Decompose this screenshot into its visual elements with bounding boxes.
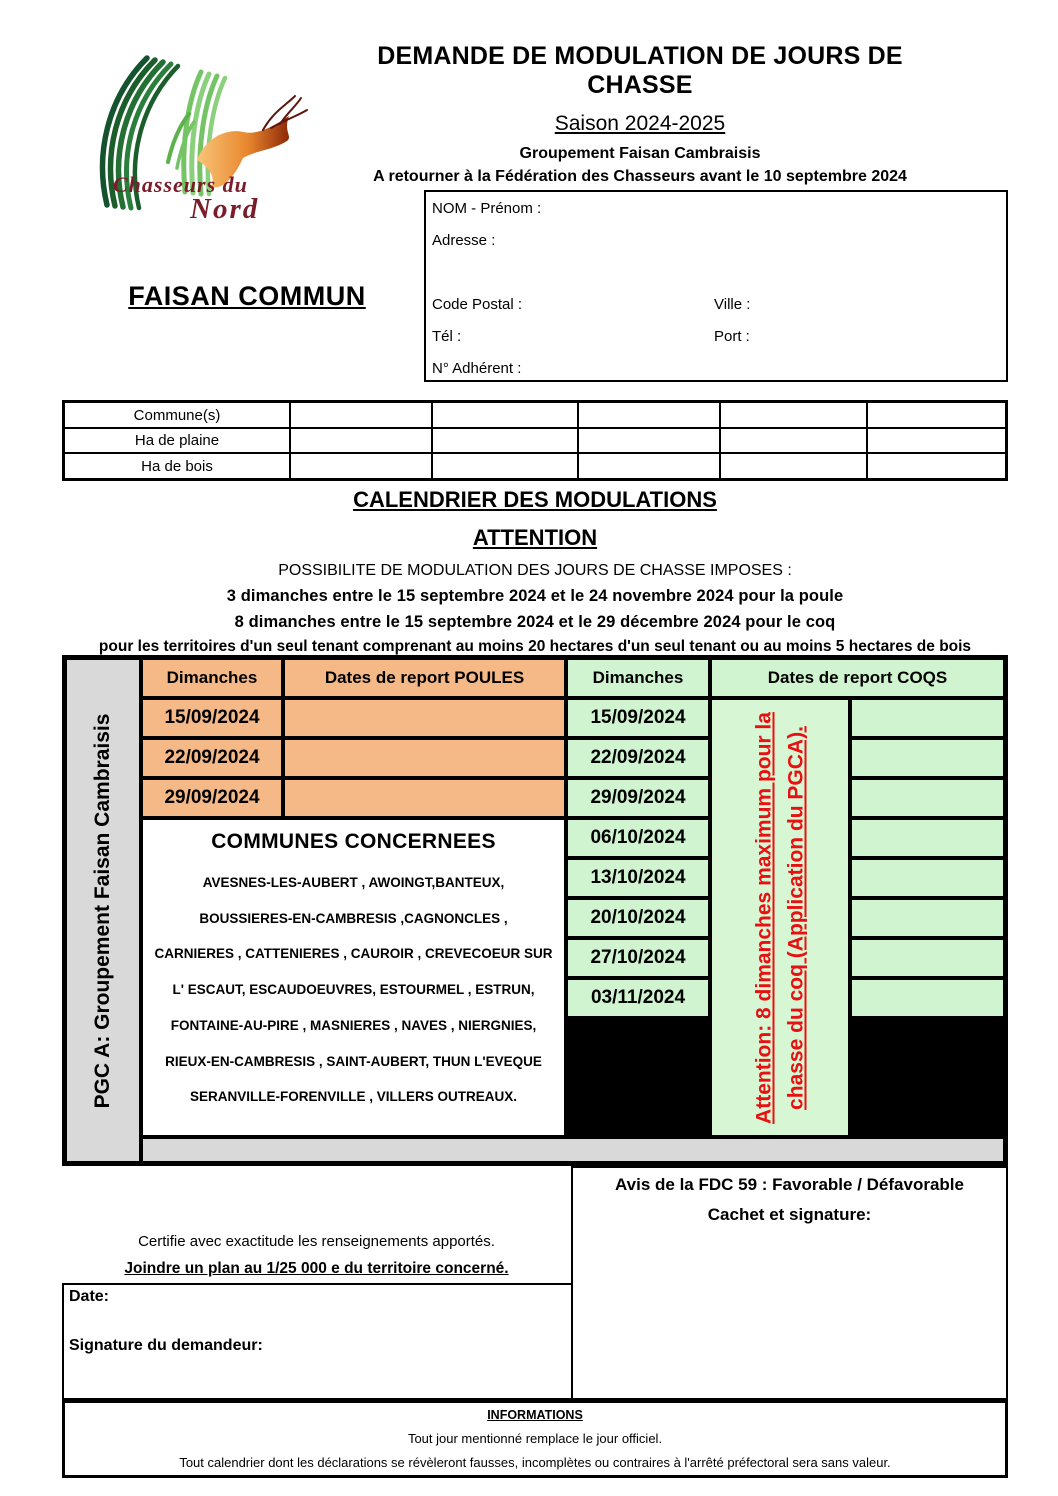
- city-field-label: Ville :: [714, 296, 751, 313]
- area-empty-cell: [432, 402, 578, 428]
- poule-report-empty-cell: [283, 738, 566, 778]
- member-number-field-label: N° Adhérent :: [432, 360, 522, 377]
- group-sidebar: [65, 658, 141, 1163]
- poule-sunday-cell: 15/09/2024: [141, 698, 283, 738]
- poule-sunday-cell: 22/09/2024: [141, 738, 283, 778]
- coq-sunday-cell: 22/09/2024: [566, 738, 710, 778]
- coq-report-empty-cell: [850, 778, 1005, 818]
- logo-text-line2: Nord: [190, 193, 260, 225]
- name-field-label: NOM - Prénom :: [432, 200, 542, 217]
- mobile-field-label: Port :: [714, 328, 750, 345]
- commune-line: BOUSSIERES-EN-CAMBRESIS ,CAGNONCLES ,: [199, 910, 508, 926]
- area-empty-cell: [578, 428, 720, 453]
- commune-line: L' ESCAUT, ESCAUDOEUVRES, ESTOURMEL , ESTRUN,: [172, 982, 535, 997]
- coq-warning-panel: [710, 698, 850, 1137]
- poule-report-empty-cell: [283, 778, 566, 818]
- certification-block: [62, 1233, 571, 1278]
- area-empty-cell: [867, 402, 1006, 428]
- calendar-rule-poule: 3 dimanches entre le 15 septembre 2024 et le 24 novembre 2024 pour la poule: [226, 587, 844, 605]
- coq-sunday-cell: 15/09/2024: [566, 698, 710, 738]
- poule-sunday-cell: 29/09/2024: [141, 778, 283, 818]
- species-title: FAISAN COMMUN: [128, 281, 366, 311]
- informations-line: Tout jour mentionné remplace le jour officiel.: [407, 1431, 663, 1446]
- group-sidebar-label: PGC A: Groupement Faisan Cambraisis: [91, 713, 114, 1108]
- communes-list: [154, 854, 552, 1125]
- poules-report-header: Dates de report POULES: [283, 658, 566, 698]
- coq-sunday-cell: 13/10/2024: [566, 858, 710, 898]
- communes-panel: [141, 818, 566, 1137]
- coq-report-empty-cell: [850, 898, 1005, 938]
- area-empty-cell: [720, 453, 867, 479]
- coq-report-empty-cell: [850, 858, 1005, 898]
- fdc-opinion-line: Avis de la FDC 59 : Favorable / Défavorable: [615, 1175, 964, 1194]
- coq-report-empty-cell: [850, 698, 1005, 738]
- coq-sunday-cell: 29/09/2024: [566, 778, 710, 818]
- informations-box: [62, 1400, 1008, 1478]
- coq-warning-line1: Attention: 8 dimanches maximum pour la: [752, 711, 776, 1124]
- postal-field-label: Code Postal :: [432, 296, 523, 313]
- coq-report-empty-cell: [850, 738, 1005, 778]
- calendar-territory-note: pour les territoires d'un seul tenant comprenant au moins 20 hectares d'un seul tenant ou au moins 5 hectares de bois: [98, 638, 972, 655]
- certification-statement: Certifie avec exactitude les renseignements apportés.: [138, 1233, 495, 1250]
- area-empty-cell: [432, 453, 578, 479]
- fdc-approval-box: [571, 1166, 1008, 1400]
- coq-warning-line2: chasse du coq (Application du PGCA).: [784, 725, 807, 1110]
- calendar-attention: ATTENTION: [472, 525, 598, 550]
- logo-text-line1: Chasseurs du: [113, 172, 248, 197]
- calendar-title: CALENDRIER DES MODULATIONS: [353, 487, 717, 512]
- area-empty-cell: [432, 428, 578, 453]
- area-empty-cell: [867, 428, 1006, 453]
- area-empty-cell: [290, 402, 432, 428]
- calendar-heading-block: [56, 487, 1014, 656]
- area-empty-cell: [578, 402, 720, 428]
- commune-line: AVESNES-LES-AUBERT , AWOINGT,BANTEUX,: [202, 874, 505, 890]
- poules-sundays-header: Dimanches: [141, 658, 283, 698]
- area-empty-cell: [720, 428, 867, 453]
- area-empty-cell: [578, 453, 720, 479]
- table-bottom-gray-strip: [141, 1137, 1005, 1163]
- commune-line: SERANVILLE-FORENVILLE , VILLERS OUTREAUX.: [189, 1089, 517, 1105]
- season-subtitle: Saison 2024-2025: [554, 112, 726, 135]
- coq-report-empty-cell: [850, 818, 1005, 858]
- area-table: [62, 400, 1008, 481]
- stamp-signature-line: Cachet et signature:: [707, 1205, 872, 1224]
- coq-warning-text: [749, 712, 812, 1124]
- area-empty-cell: [290, 453, 432, 479]
- area-row-label: Ha de bois: [64, 453, 290, 479]
- applicant-form-box: [424, 190, 1008, 382]
- coq-sunday-cell: 20/10/2024: [566, 898, 710, 938]
- coq-sunday-cell: 06/10/2024: [566, 818, 710, 858]
- date-signature-box: [62, 1283, 573, 1400]
- area-row-label: Commune(s): [64, 402, 290, 428]
- communes-title: COMMUNES CONCERNEES: [211, 830, 496, 853]
- coq-sunday-cell: 03/11/2024: [566, 978, 710, 1018]
- calendar-rule-coq: 8 dimanches entre le 15 septembre 2024 et le 29 décembre 2024 pour le coq: [234, 613, 836, 631]
- tel-field-label: Tél :: [432, 328, 462, 345]
- coq-sunday-cell: 27/10/2024: [566, 938, 710, 978]
- informations-title: INFORMATIONS: [487, 1408, 583, 1422]
- date-label: Date:: [69, 1288, 110, 1305]
- commune-line: RIEUX-EN-CAMBRESIS , SAINT-AUBERT, THUN L'EVEQUE: [165, 1053, 542, 1069]
- calendar-possibility: POSSIBILITE DE MODULATION DES JOURS DE CHASSE IMPOSES :: [278, 562, 792, 579]
- area-row-label: Ha de plaine: [64, 428, 290, 453]
- blocked-cell: [850, 1018, 1005, 1137]
- page-title: DEMANDE DE MODULATION DE JOURS DE CHASSE: [377, 42, 903, 99]
- area-empty-cell: [290, 428, 432, 453]
- informations-line: Tout calendrier dont les déclarations se révèleront fausses, incomplètes ou contraires à l'arrêté préfectoral sera sans valeur.: [179, 1455, 891, 1470]
- coqs-sundays-header: Dimanches: [566, 658, 710, 698]
- coqs-report-header: Dates de report COQS: [710, 658, 1005, 698]
- modulation-table: [62, 655, 1008, 1166]
- address-field-label: Adresse :: [432, 232, 496, 249]
- signature-label: Signature du demandeur:: [69, 1337, 263, 1354]
- coq-report-empty-cell: [850, 978, 1005, 1018]
- coq-report-empty-cell: [850, 938, 1005, 978]
- header: [330, 42, 950, 186]
- return-deadline-note: A retourner à la Fédération des Chasseurs avant le 10 septembre 2024: [373, 168, 907, 185]
- map-requirement-note: Joindre un plan au 1/25 000 e du territoire concerné.: [124, 1260, 509, 1277]
- area-empty-cell: [720, 402, 867, 428]
- commune-line: CARNIERES , CATTENIERES , CAUROIR , CREVECOEUR SUR: [154, 946, 553, 962]
- group-name: Groupement Faisan Cambraisis: [519, 145, 761, 162]
- area-empty-cell: [867, 453, 1006, 479]
- blocked-cell: [566, 1018, 710, 1137]
- chasseurs-du-nord-logo: [85, 40, 310, 225]
- poule-report-empty-cell: [283, 698, 566, 738]
- commune-line: FONTAINE-AU-PIRE , MASNIERES , NAVES , NIERGNIES,: [170, 1017, 537, 1033]
